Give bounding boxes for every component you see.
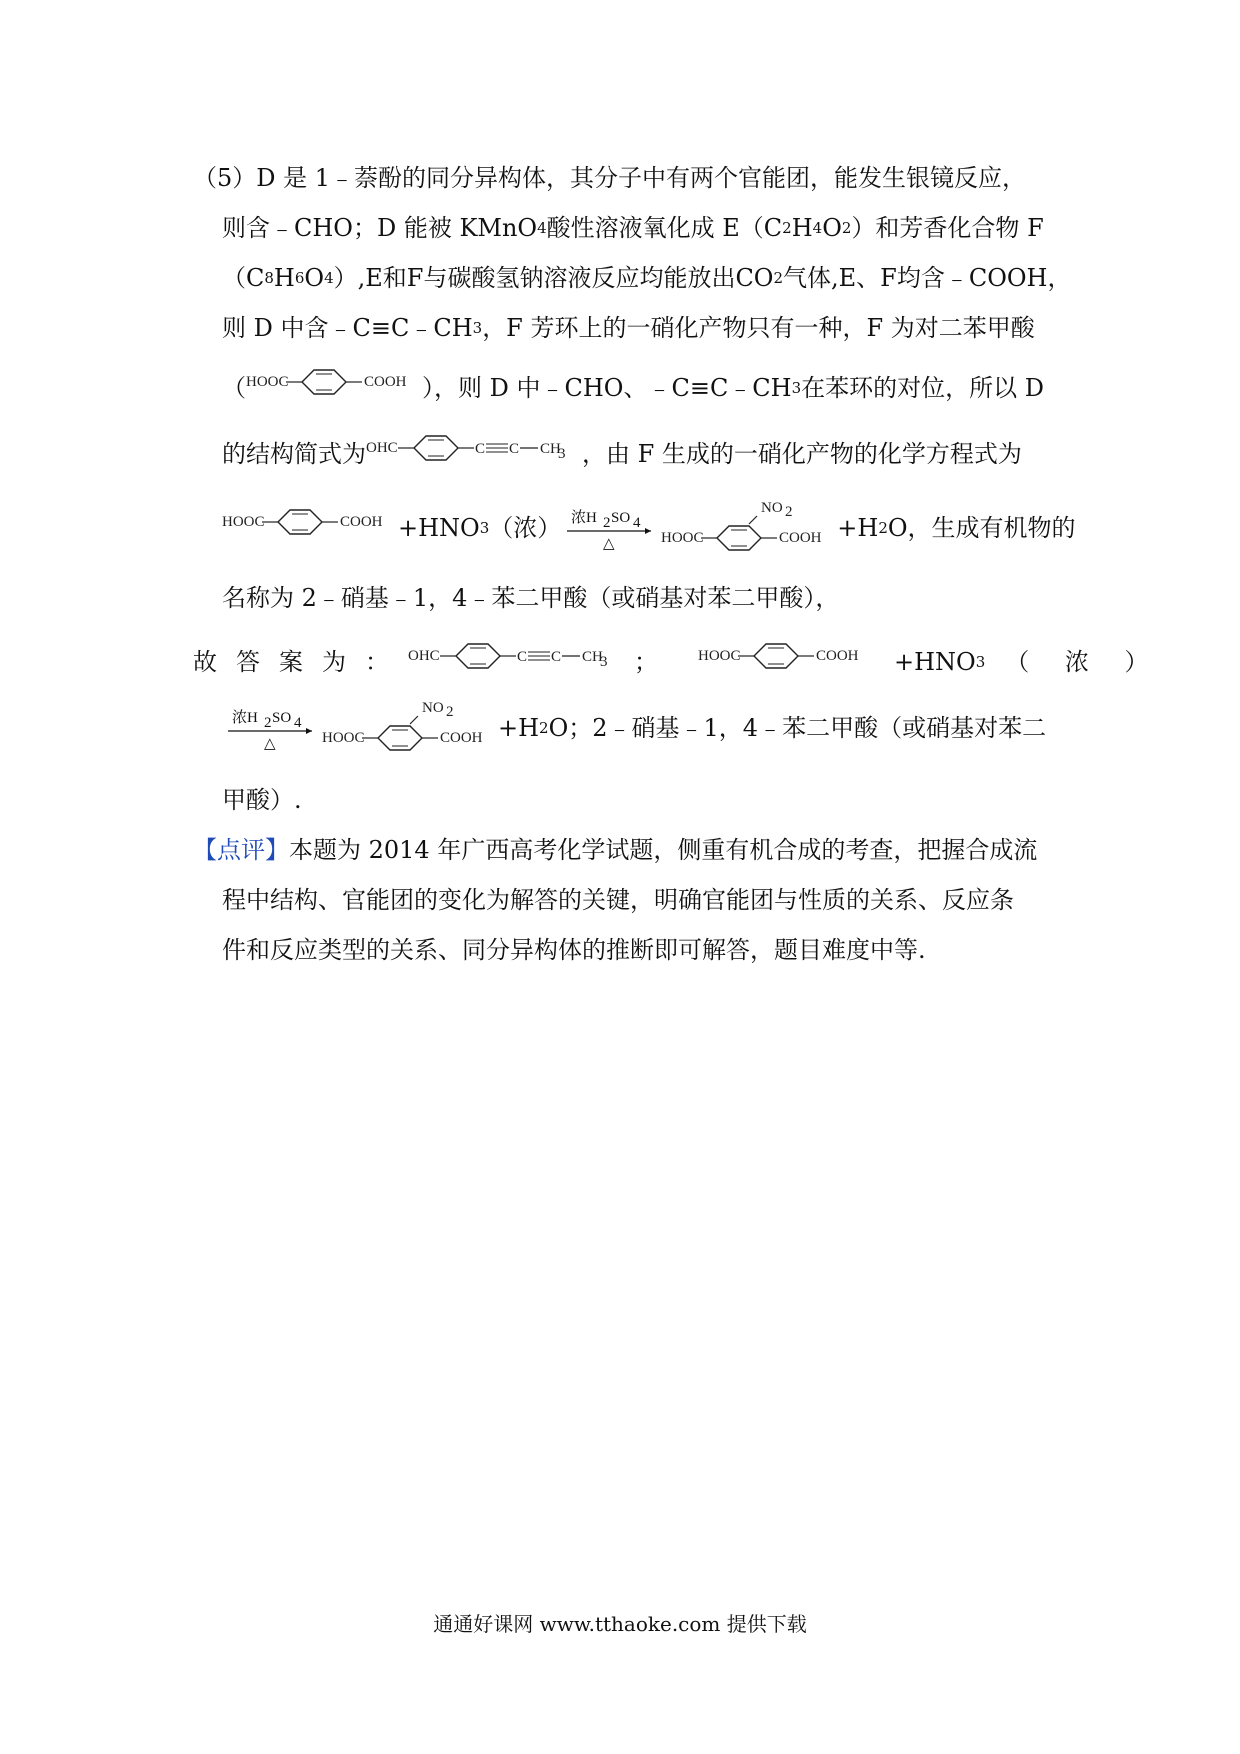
svg-text:2: 2 xyxy=(446,704,454,720)
svg-text:HOOC: HOOC xyxy=(322,730,365,746)
svg-text:CH: CH xyxy=(540,441,561,457)
svg-text:HOOC: HOOC xyxy=(222,514,265,530)
svg-text:3: 3 xyxy=(558,446,566,462)
para5-line3: （C 8 H 6 O 4 ）,E和F与碳酸氢钠溶液反应均能放出CO 2 气体,E、F均含﹣COOH， xyxy=(222,264,1072,292)
svg-text:NO: NO xyxy=(422,700,444,716)
svg-text:COOH: COOH xyxy=(440,730,483,746)
svg-text:SO: SO xyxy=(611,510,631,526)
review-line1: 【点评】 本题为 2014 年广西高考化学试题，侧重有机合成的考查，把握合成流 xyxy=(193,836,1038,864)
para5-line6: 的结构简式为 OHC C C CH 3 ，由 F 生成的一硝化产物的化学方程式为 xyxy=(222,436,1022,472)
terephthalic-acid-structure xyxy=(222,508,398,548)
nitro-terephthalic-acid-structure xyxy=(322,700,498,756)
answer-line1: 故答案为： OHC C C CH 3 ； HOOC COOH +HNO 3 （ 浓 ） xyxy=(193,640,1163,684)
para5-line7-equation: HOOC COOH +HNO 3 （浓） 浓H 2 SO 4 △ NO 2 HOOC COOH +H 2 O，生成有机物的 xyxy=(222,500,1076,556)
svg-text:△: △ xyxy=(264,736,276,752)
reaction-arrow xyxy=(565,504,657,552)
svg-text:SO: SO xyxy=(272,710,292,726)
review-label: 【点评】 xyxy=(193,836,289,864)
svg-text:NO: NO xyxy=(761,500,783,516)
answer-line2: 浓H 2 SO 4 △ NO 2 HOOC COOH +H 2 O；2﹣硝基﹣1，4﹣苯二甲酸（或硝基对苯二 xyxy=(222,700,1046,756)
nitro-terephthalic-acid-structure xyxy=(661,500,837,556)
reaction-arrow xyxy=(226,704,318,752)
para5-line5: （ HOOC COOH ），则 D 中﹣CHO、﹣C≡C﹣CH 3 在苯环的对位，所以 D xyxy=(222,370,1044,406)
review-line2: 程中结构、官能团的变化为解答的关键，明确官能团与性质的关系、反应条 xyxy=(222,886,1014,914)
svg-text:浓H: 浓H xyxy=(571,510,598,526)
svg-text:COOH: COOH xyxy=(364,374,407,390)
compound-d-structure xyxy=(366,434,582,474)
para5-text: （5）D 是 1﹣萘酚的同分异构体，其分子中有两个官能团，能发生银镜反应， xyxy=(193,164,1027,192)
svg-text:C: C xyxy=(509,441,520,457)
svg-text:C: C xyxy=(551,649,562,665)
answer-label: 故答案为： xyxy=(193,648,408,676)
svg-text:2: 2 xyxy=(603,515,611,531)
svg-text:4: 4 xyxy=(633,515,641,531)
svg-text:COOH: COOH xyxy=(340,514,383,530)
svg-text:CH: CH xyxy=(582,649,603,665)
svg-text:HOOC: HOOC xyxy=(661,530,704,546)
svg-text:4: 4 xyxy=(294,715,302,731)
review-line3: 件和反应类型的关系、同分异构体的推断即可解答，题目难度中等. xyxy=(222,936,926,964)
svg-text:OHC: OHC xyxy=(408,648,440,664)
svg-text:3: 3 xyxy=(600,654,608,670)
answer-line3: 甲酸）. xyxy=(222,786,302,814)
para5-line1 xyxy=(193,160,1026,196)
svg-text:C: C xyxy=(517,649,528,665)
svg-text:HOOC: HOOC xyxy=(698,648,741,664)
terephthalic-acid-structure xyxy=(698,642,874,682)
para5-line2: 则含﹣CHO；D 能被 KMnO 4 酸性溶液氧化成 E（C 2 H 4 O 2 ）和芳香化合物 F xyxy=(222,214,1044,242)
para5-line8: 名称为 2﹣硝基﹣1，4﹣苯二甲酸（或硝基对苯二甲酸）， xyxy=(222,584,840,612)
svg-text:△: △ xyxy=(603,536,615,552)
para5-line4: 则 D 中含﹣C≡C﹣CH 3 ，F 芳环上的一硝化产物只有一种，F 为对二苯甲酸 xyxy=(222,314,1035,342)
svg-text:浓H: 浓H xyxy=(232,710,258,726)
svg-text:2: 2 xyxy=(264,715,272,731)
svg-text:HOOC: HOOC xyxy=(246,374,289,390)
compound-d-structure xyxy=(408,642,624,682)
svg-text:OHC: OHC xyxy=(366,440,398,456)
svg-text:COOH: COOH xyxy=(816,648,859,664)
page-footer: 通通好课网 www.tthaoke.com 提供下载 xyxy=(433,1612,807,1636)
terephthalic-acid-structure xyxy=(246,368,422,408)
svg-text:2: 2 xyxy=(785,504,793,520)
svg-text:COOH: COOH xyxy=(779,530,822,546)
svg-text:C: C xyxy=(475,441,486,457)
